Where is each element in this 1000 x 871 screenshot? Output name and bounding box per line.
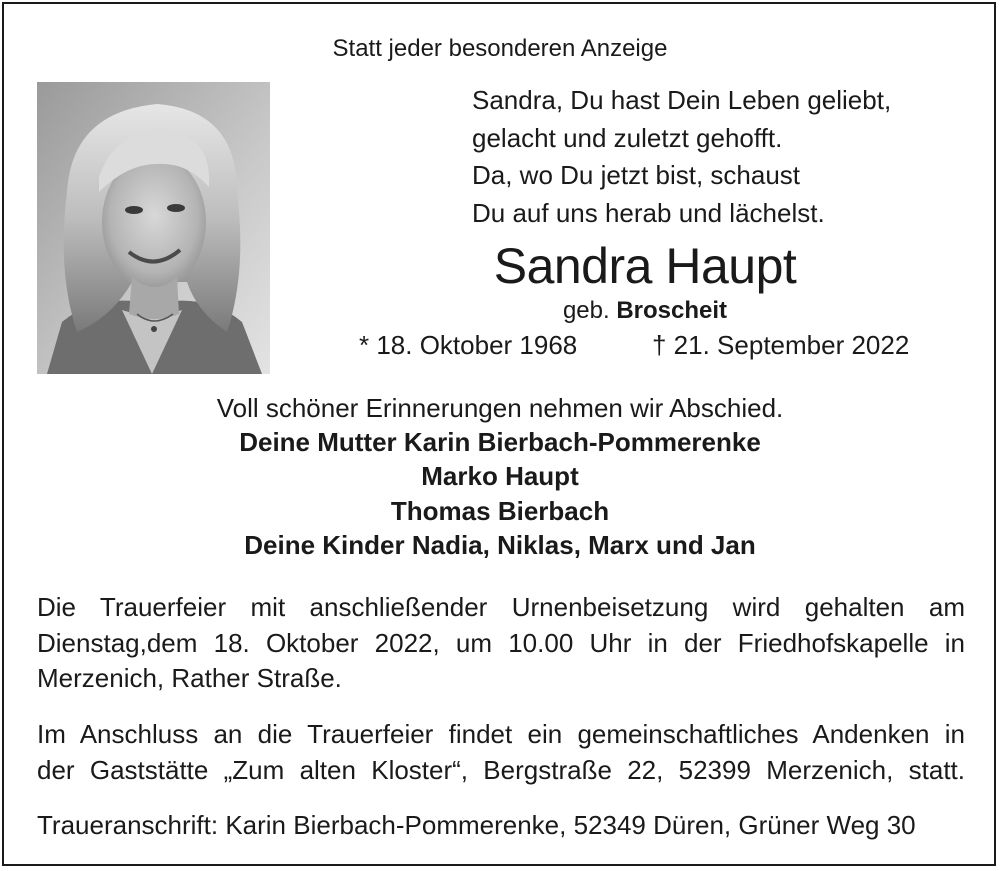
service-line: Die Trauerfeier mit anschließender Urnenbeisetzung wird gehalten am (37, 592, 965, 622)
mourner: Deine Mutter Karin Bierbach-Pommerenke (239, 427, 761, 457)
reception-paragraph (37, 717, 965, 788)
poem-line: gelacht und zuletzt gehofft. (472, 122, 783, 153)
maiden-name-line (500, 296, 790, 326)
deceased-name: Sandra Haupt (493, 238, 797, 294)
mourners-list (0, 425, 1000, 562)
mourner: Marko Haupt (421, 461, 579, 492)
poem-line: Da, wo Du jetzt bist, schaust (472, 160, 801, 190)
poem-line: Du auf uns herab und lächelst. (472, 197, 825, 228)
birth-date: * 18. Oktober 1968 (359, 330, 578, 360)
mourner: Deine Kinder Nadia, Niklas, Marx und Jan (244, 529, 756, 560)
service-line: Dienstag,dem 18. Oktober 2022, um 10.00 Uhr in der Friedhofskapelle in (37, 627, 965, 658)
service-paragraph (37, 590, 965, 697)
reception-line: Im Anschluss an die Trauerfeier findet ein gemeinschaftliches Andenken in (37, 719, 965, 749)
header-line: Statt jeder besonderen Anzeige (332, 35, 668, 62)
farewell-line: Voll schöner Erinnerungen nehmen wir Abschied. (216, 393, 784, 423)
mourner: Thomas Bierbach (390, 495, 610, 526)
born-prefix: geb. (562, 297, 610, 324)
portrait-photo (37, 82, 270, 374)
maiden-name: Broscheit (616, 297, 728, 324)
poem-line: Sandra, Du hast Dein Leben geliebt, (472, 85, 892, 115)
reception-line: der Gaststätte „Zum alten Kloster“, Bergstraße 22, 52399 Merzenich, statt. (37, 754, 965, 785)
service-line: Merzenich, Rather Straße. (37, 663, 342, 693)
mourning-address: Traueranschrift: Karin Bierbach-Pommerenke, 52349 Düren, Grüner Weg 30 (37, 810, 916, 840)
death-date: † 21. September 2022 (652, 330, 910, 360)
poem (472, 82, 972, 232)
